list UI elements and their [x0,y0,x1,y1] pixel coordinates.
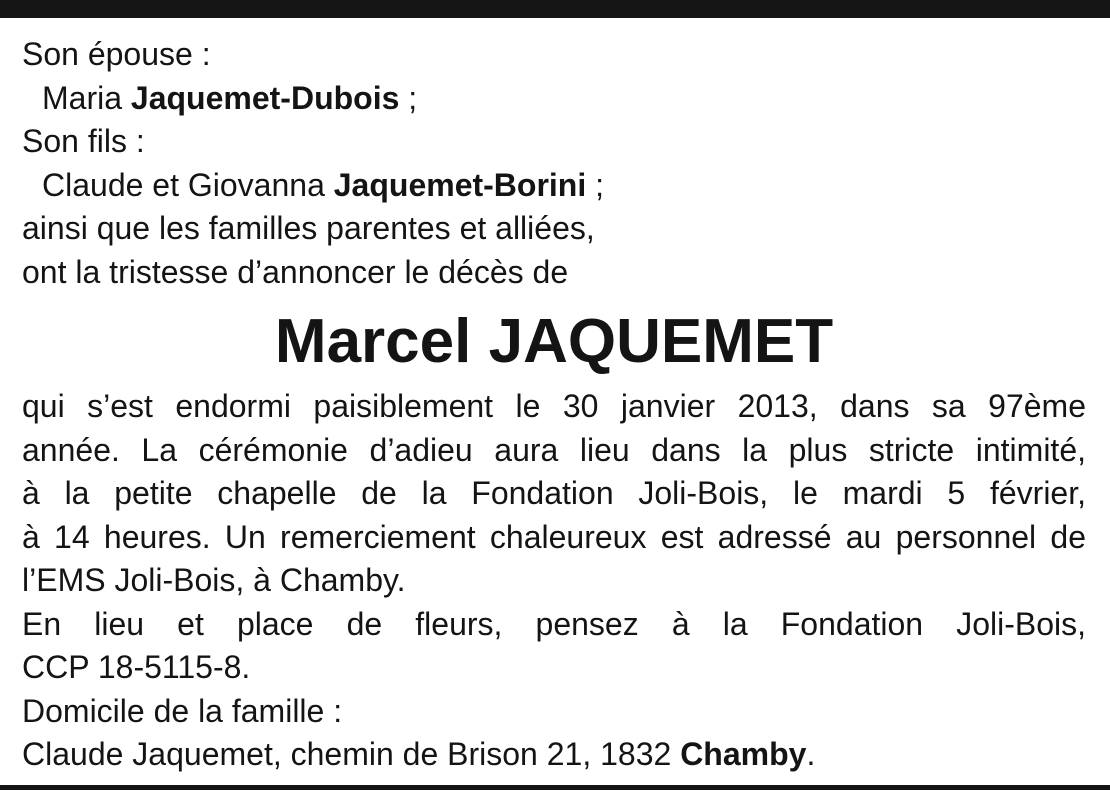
address-prefix: Claude Jaquemet, chemin de Brison 21, 1832 [22,736,672,772]
son-punctuation: ; [595,166,605,203]
spouse-first-name: Maria [42,79,123,116]
deceased-name: Marcel JAQUEMET [274,307,834,376]
domicile-heading: Domicile de la famille : [22,692,343,729]
son-surname: Jaquemet-Borini [333,166,587,203]
spouse-punctuation: ; [408,79,418,116]
body-line: à 14 heures. Un remerciement chaleureux est adressé au personnel de [22,518,1086,555]
son-heading: Son fils : [22,123,145,159]
son-line [22,164,1086,208]
families-line: ainsi que les familles parentes et alliées, [22,210,595,246]
body-line: année. La cérémonie d’adieu aura lieu dans la plus stricte intimité, [22,431,1086,468]
spouse-surname: Jaquemet-Dubois [130,79,400,116]
ccp-line: CCP 18-5115-8. [22,649,251,685]
death-notice [22,33,1086,777]
top-border-rule [0,0,1110,18]
spouse-heading: Son épouse : [22,36,211,72]
flowers-line: En lieu et place de fleurs, pensez à la Fondation Joli-Bois, [22,605,1086,642]
body-last-line: l’EMS Joli-Bois, à Chamby. [22,562,406,598]
body-line: qui s’est endormi paisiblement le 30 janvier 2013, dans sa 97ème [22,388,1086,424]
sadness-line: ont la tristesse d’annoncer le décès de [22,253,569,290]
body-line: à la petite chapelle de la Fondation Joli-Bois, le mardi 5 février, [22,475,1086,511]
bottom-border-rule [0,785,1110,790]
address-town: Chamby [680,736,807,772]
address-line [22,733,1086,777]
son-first-names: Claude et Giovanna [42,166,325,203]
address-punctuation: . [806,736,816,772]
spouse-line [22,77,1086,121]
